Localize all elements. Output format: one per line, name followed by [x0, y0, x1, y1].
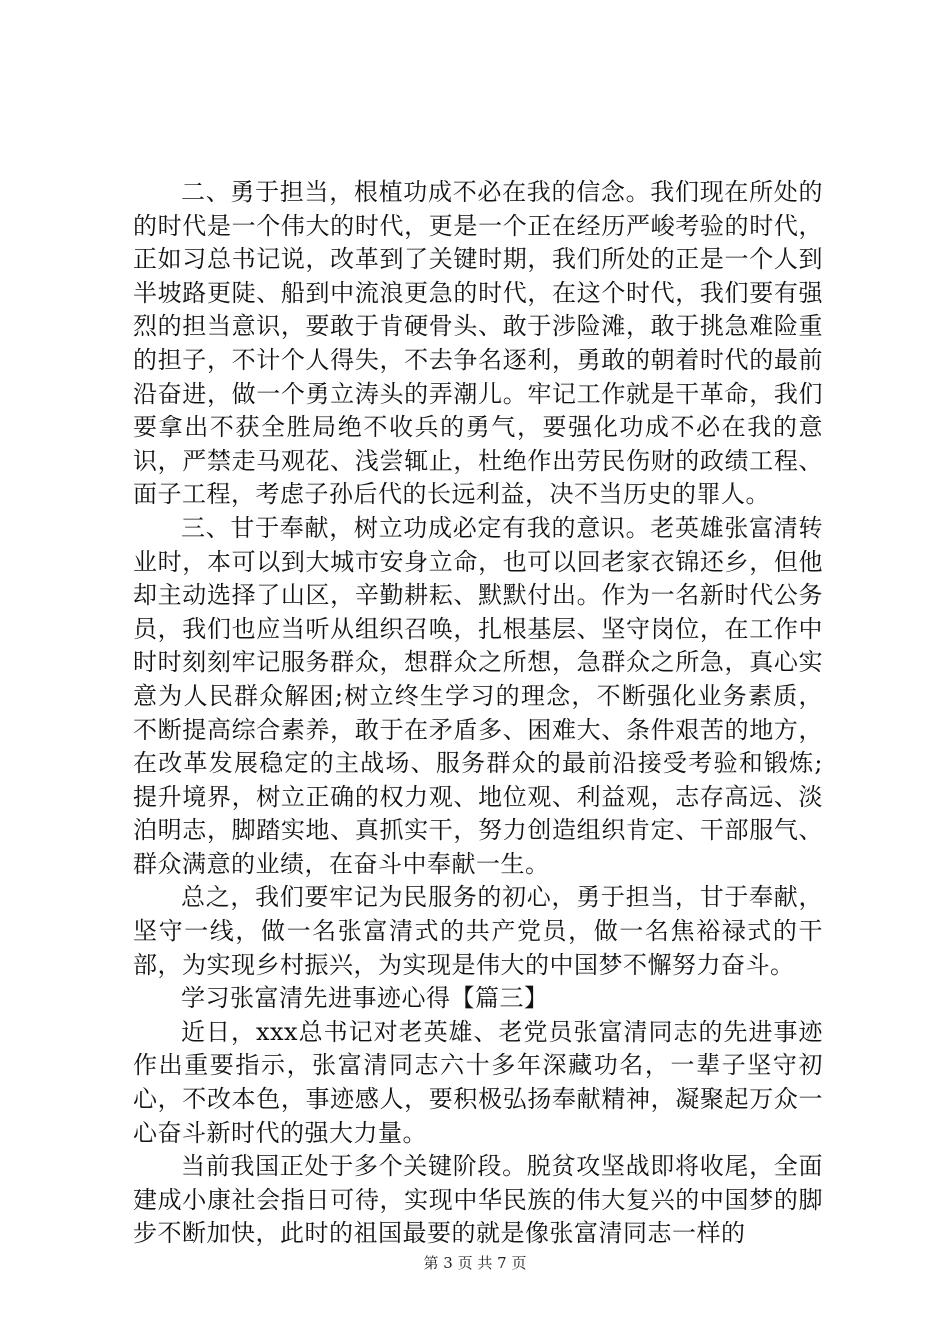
paragraph-conclusion: 总之，我们要牢记为民服务的初心，勇于担当，甘于奉献，坚守一线，做一名张富清式的共产党员，做一名焦裕禄式的干部，为实现乡村振兴，为实现是伟大的中国梦不懈努力奋斗。 [133, 883, 823, 979]
paragraph-dare-to-take-responsibility: 二、勇于担当，根植功成不必在我的信念。我们现在所处的的时代是一个伟大的时代，更是一个正在经历严峻考验的时代，正如习总书记说，改革到了关键时期，我们所处的正是一个人到半坡路更陡、船到中流浪更急的时代，在这个时代，我们要有强烈的担当意识，要敢于肯硬骨头、敢于涉险滩，敢于挑急难险重的担子，不计个人得失，不去争名逐利，勇敢的朝着时代的最前沿奋进，做一个勇立涛头的弄潮儿。牢记工作就是干革命，我们要拿出不获全胜局绝不收兵的勇气，要强化功成不必在我的意识，严禁走马观花、浅尝辄止，杜绝作出劳民伤财的政绩工程、面子工程，考虑子孙后代的长远利益，决不当历史的罪人。 [133, 178, 823, 509]
section-heading: 学习张富清先进事迹心得【篇三】 [181, 984, 549, 1013]
page-footer: 第 3 页 共 7 页 [423, 1254, 527, 1272]
paragraph-recent-instruction: 近日，xxx总书记对老英雄、老党员张富清同志的先进事迹作出重要指示，张富清同志六十多年深藏功名，一辈子坚守初心，不改本色，事迹感人，要积极弘扬奉献精神，凝聚起万众一心奋斗新时代的强大力量。 [133, 1017, 823, 1147]
document-body [133, 176, 823, 1251]
paragraph-current-stage: 当前我国正处于多个关键阶段。脱贫攻坚战即将收尾，全面建成小康社会指日可待，实现中华民族的伟大复兴的中国梦的脚步不断加快，此时的祖国最要的就是像张富清同志一样的 [133, 1152, 823, 1248]
paragraph-willing-to-dedicate: 三、甘于奉献，树立功成必定有我的意识。老英雄张富清转业时，本可以到大城市安身立命，也可以回老家衣锦还乡，但他却主动选择了山区，辛勤耕耘、默默付出。作为一名新时代公务员，我们也应当听从组织召唤，扎根基层、坚守岗位，在工作中时时刻刻牢记服务群众，想群众之所想，急群众之所急，真心实意为人民群众解困;树立终生学习的理念，不断强化业务素质，不断提高综合素养，敢于在矛盾多、困难大、条件艰苦的地方，在改革发展稳定的主战场、服务群众的最前沿接受考验和锻炼;提升境界，树立正确的权力观、地位观、利益观，志存高远、淡泊明志，脚踏实地、真抓实干，努力创造组织肯定、干部服气、群众满意的业绩，在奋斗中奉献一生。 [133, 513, 823, 878]
